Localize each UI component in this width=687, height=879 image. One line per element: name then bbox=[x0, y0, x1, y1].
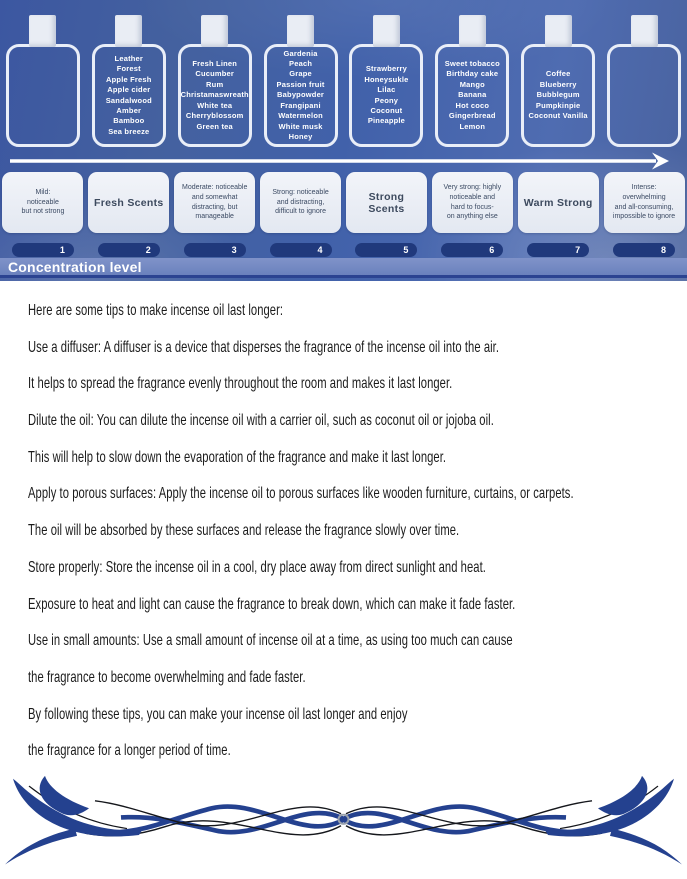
tip-line: Dilute the oil: You can dilute the incense oil with a carrier oil, such as coconut oil or jojoba oil. bbox=[28, 412, 494, 430]
level-description-text: Very strong: highly noticeable and hard to focus- on anything else bbox=[443, 184, 502, 221]
scent-bottle bbox=[429, 0, 515, 150]
scent-list bbox=[181, 59, 249, 132]
scent-name: Amber bbox=[116, 105, 142, 115]
tips-section bbox=[0, 281, 687, 780]
level-description-box bbox=[518, 172, 599, 233]
scent-name: Green tea bbox=[196, 121, 233, 131]
tip-line: By following these tips, you can make your incense oil last longer and enjoy bbox=[28, 705, 408, 723]
scent-name: Lilac bbox=[377, 85, 396, 95]
bottle-cap-icon bbox=[459, 15, 486, 47]
scent-name: Mango bbox=[459, 79, 485, 89]
scent-name: Gingerbread Lemon bbox=[448, 111, 496, 131]
level-number-cell bbox=[429, 243, 515, 257]
scent-list bbox=[106, 54, 152, 137]
level-number-cell bbox=[515, 243, 601, 257]
level-description-text: Moderate: noticeable and somewhat distracting, but manageable bbox=[181, 184, 248, 221]
tip-line: Apply to porous surfaces: Apply the incense oil to porous surfaces like wooden furniture, curtains, or carpets. bbox=[28, 485, 574, 503]
scent-name: Blueberry bbox=[539, 79, 577, 89]
bottle-cap-icon bbox=[373, 15, 400, 47]
level-description-box bbox=[88, 172, 169, 233]
bottle-body bbox=[521, 44, 595, 147]
level-description-cell bbox=[344, 172, 430, 233]
scent-name: Pineapple bbox=[367, 116, 406, 126]
level-number-pill: 3 bbox=[184, 243, 246, 257]
scent-name: Cucumber bbox=[195, 69, 235, 79]
scent-name: Apple Fresh bbox=[106, 74, 152, 84]
bottle-body bbox=[349, 44, 423, 147]
tip-line: the fragrance for a longer period of time. bbox=[28, 742, 231, 760]
level-description-cell bbox=[515, 172, 601, 233]
scent-name: Grape bbox=[289, 69, 312, 79]
level-description-text: Strong Scents bbox=[368, 190, 405, 215]
level-number-cell bbox=[0, 243, 86, 257]
concentration-level-label: Concentration level bbox=[0, 258, 687, 278]
bottle-body bbox=[6, 44, 80, 147]
scent-name: Bubblegum bbox=[536, 90, 580, 100]
tribal-flourish-graphic bbox=[0, 775, 687, 871]
bottle-cap-icon bbox=[545, 15, 572, 47]
tip-line: It helps to spread the fragrance evenly throughout the room and makes it last longer. bbox=[28, 375, 453, 393]
tip-line: Use in small amounts: Use a small amount of incense oil at a time, as using too much can cause bbox=[28, 632, 513, 650]
scent-bottle bbox=[172, 0, 258, 150]
concentration-arrow-icon bbox=[0, 150, 687, 172]
scent-name: White tea bbox=[197, 100, 233, 110]
scent-name: Peach bbox=[289, 59, 313, 69]
scent-name: Coconut bbox=[370, 105, 403, 115]
scent-list bbox=[277, 49, 325, 143]
level-number-cell bbox=[86, 243, 172, 257]
bottles-row bbox=[0, 0, 687, 150]
tip-line: Store properly: Store the incense oil in a cool, dry place away from direct sunlight and heat. bbox=[28, 558, 486, 576]
scent-name: Strawberry bbox=[365, 64, 408, 74]
scent-name: Frangipani bbox=[280, 100, 321, 110]
scent-name: Babypowder bbox=[277, 90, 325, 100]
level-description-box bbox=[604, 172, 685, 233]
scent-bottle bbox=[344, 0, 430, 150]
level-number-cell bbox=[601, 243, 687, 257]
level-description-cell bbox=[0, 172, 86, 233]
bottle-cap-icon bbox=[287, 15, 314, 47]
bottle-cap-icon bbox=[201, 15, 228, 47]
scent-bottle bbox=[0, 0, 86, 150]
scent-name: Leather bbox=[114, 53, 144, 63]
scent-bottle bbox=[258, 0, 344, 150]
scent-name: Pumpkinpie bbox=[535, 100, 581, 110]
level-description-box bbox=[346, 172, 427, 233]
scent-name: Honeysukle bbox=[364, 74, 409, 84]
level-description-cell bbox=[601, 172, 687, 233]
scent-name: Sweet tobacco bbox=[444, 59, 500, 69]
scent-name: Fresh Linen bbox=[192, 59, 238, 69]
bottle-cap-icon bbox=[29, 15, 56, 47]
scent-list bbox=[364, 64, 408, 126]
scent-name: Coffee bbox=[545, 69, 571, 79]
level-number-cell bbox=[172, 243, 258, 257]
bottle-cap-icon bbox=[115, 15, 142, 47]
scent-name: Christamaswreath bbox=[180, 90, 249, 100]
scent-name: White musk bbox=[278, 121, 323, 131]
tip-line: Here are some tips to make incense oil last longer: bbox=[28, 302, 284, 319]
level-description-text: Warm Strong bbox=[523, 196, 593, 209]
level-description-box bbox=[432, 172, 513, 233]
scent-name: Banana bbox=[458, 90, 487, 100]
level-description-box bbox=[260, 172, 341, 233]
bottle-cap-icon bbox=[631, 15, 658, 47]
scent-bottle bbox=[86, 0, 172, 150]
tip-line: the fragrance to become overwhelming and fade faster. bbox=[28, 668, 306, 686]
level-description-cell bbox=[258, 172, 344, 233]
bottle-body bbox=[435, 44, 509, 147]
scent-name: Rum bbox=[206, 79, 224, 89]
level-description-box bbox=[2, 172, 83, 233]
scent-name: Sea breeze bbox=[108, 126, 150, 136]
level-description-text: Fresh Scents bbox=[94, 196, 164, 209]
level-number-pill: 8 bbox=[613, 243, 675, 257]
level-description-cell bbox=[429, 172, 515, 233]
level-description-cell bbox=[172, 172, 258, 233]
scent-bottle bbox=[601, 0, 687, 150]
scent-name: Gardenia bbox=[283, 48, 318, 58]
scent-bottle bbox=[515, 0, 601, 150]
level-number-pill: 1 bbox=[12, 243, 74, 257]
flourish-icon bbox=[0, 775, 687, 871]
scent-name: Passion fruit bbox=[276, 79, 325, 89]
scent-name: Peony bbox=[374, 95, 399, 105]
scent-name: Cherryblossom bbox=[185, 111, 244, 121]
level-numbers-row bbox=[0, 243, 687, 257]
level-descriptions-row bbox=[0, 172, 687, 233]
level-description-text: Strong: noticeable and distracting, difficult to ignore bbox=[272, 189, 329, 216]
scent-name: Sandalwood bbox=[105, 95, 152, 105]
bottle-body bbox=[178, 44, 252, 147]
scent-concentration-banner bbox=[0, 0, 687, 281]
level-description-text: Mild: noticeable but not strong bbox=[21, 189, 65, 216]
bottle-body bbox=[607, 44, 681, 147]
level-description-box bbox=[174, 172, 255, 233]
tip-line: This will help to slow down the evaporation of the fragrance and make it last longer. bbox=[28, 448, 447, 466]
bottle-body bbox=[92, 44, 166, 147]
level-number-pill: 5 bbox=[355, 243, 417, 257]
tip-line: Use a diffuser: A diffuser is a device that disperses the fragrance of the incense oil into the air. bbox=[28, 338, 500, 356]
level-number-pill: 2 bbox=[98, 243, 160, 257]
tip-line: The oil will be absorbed by these surfaces and release the fragrance slowly over time. bbox=[28, 522, 460, 540]
scent-list bbox=[529, 69, 588, 121]
level-number-pill: 6 bbox=[441, 243, 503, 257]
level-number-cell bbox=[258, 243, 344, 257]
level-number-pill: 7 bbox=[527, 243, 589, 257]
scent-name: Forest bbox=[116, 64, 141, 74]
scent-name: Birthday cake bbox=[446, 69, 499, 79]
scent-name: Hot coco bbox=[455, 100, 490, 110]
scent-name: Watermelon bbox=[278, 111, 323, 121]
tip-line: Exposure to heat and light can cause the fragrance to break down, which can make it fade faster. bbox=[28, 595, 516, 613]
scent-name: Apple cider bbox=[107, 85, 151, 95]
scent-name: Coconut Vanilla bbox=[528, 111, 588, 121]
scent-name: Bamboo bbox=[113, 116, 145, 126]
level-number-cell bbox=[344, 243, 430, 257]
scent-name: Honey bbox=[288, 131, 313, 141]
bottle-body bbox=[264, 44, 338, 147]
level-description-cell bbox=[86, 172, 172, 233]
scent-list bbox=[438, 59, 506, 132]
level-number-pill: 4 bbox=[270, 243, 332, 257]
level-description-text: Intense: overwhelming and all-consuming, impossible to ignore bbox=[612, 184, 676, 221]
